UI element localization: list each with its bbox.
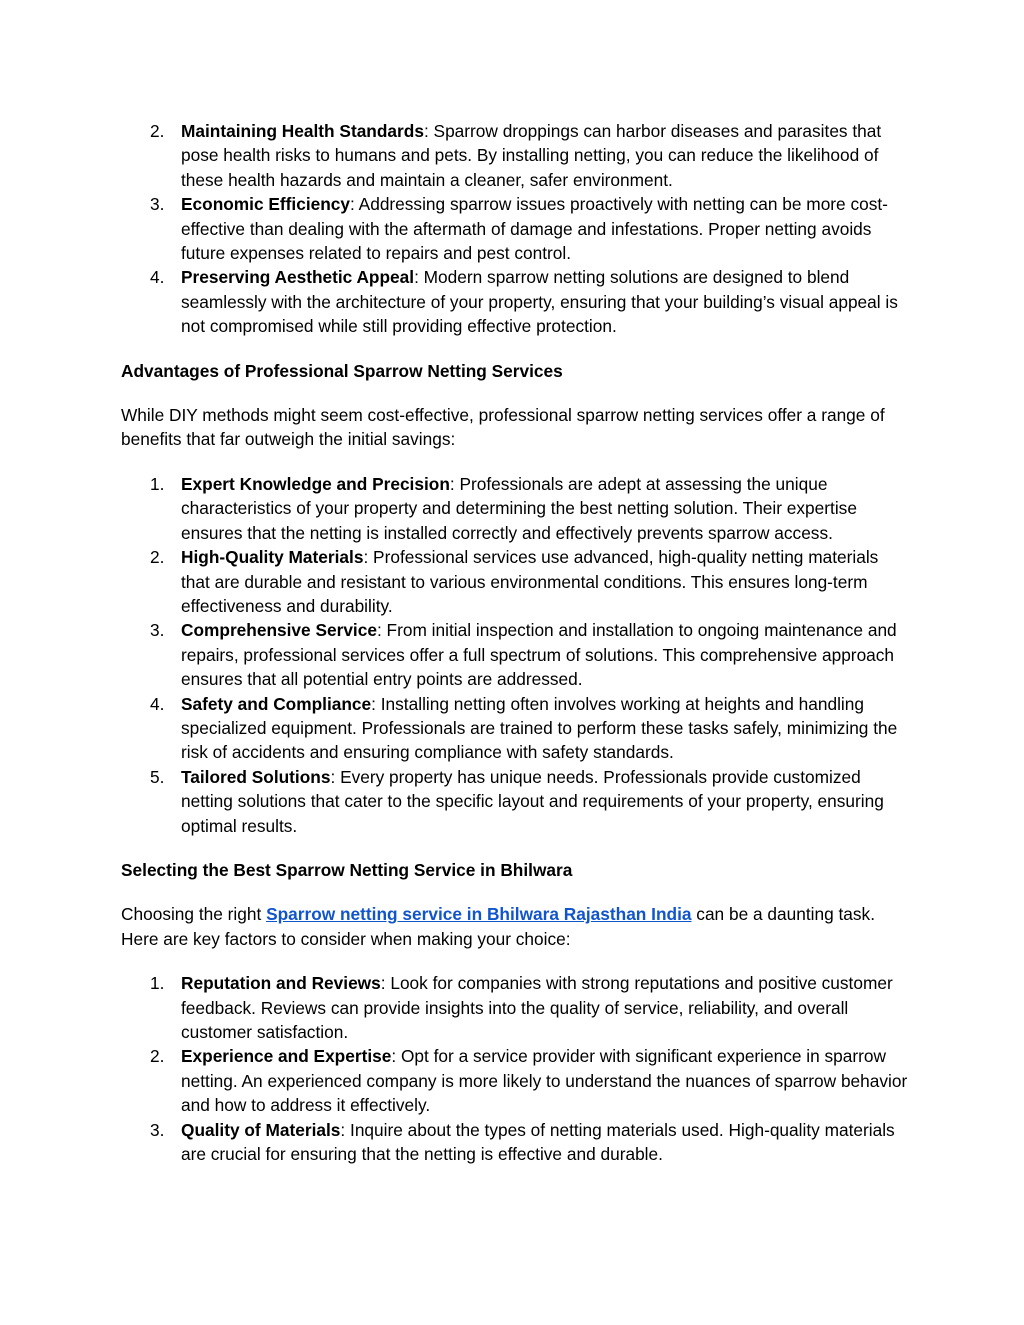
list-item-term: High-Quality Materials [181, 547, 364, 568]
list-item-text: : Every property has unique needs. Professionals provide customized netting solutions that cater to the specific layout and requirements of your property, ensuring optimal results. [181, 766, 884, 836]
list-number: 1. [150, 473, 165, 494]
list-item-text: : Professional services use advanced, high-quality netting materials that are durable and resistant to various environmental conditions. This ensures long-term effectiveness and durability. [181, 547, 879, 616]
list-item [121, 765, 911, 838]
list-item [121, 692, 911, 765]
section-intro-selecting [121, 902, 911, 951]
list-item-text: : From initial inspection and installation to ongoing maintenance and repairs, professional services offer a full spectrum of solutions. This comprehensive approach ensures that all potential entry points are addressed. [181, 620, 897, 690]
list-item [121, 472, 911, 545]
intro-text-after: can be a daunting task. Here are key factors to consider when making your choice: [121, 904, 876, 949]
list-item-term: Safety and Compliance [181, 693, 372, 714]
section-heading-selecting: Selecting the Best Sparrow Netting Service in Bhilwara [121, 859, 573, 880]
list-item-term: Tailored Solutions [181, 766, 331, 787]
list-number: 4. [150, 693, 165, 714]
list-number: 2. [150, 121, 165, 141]
list-item-text: : Modern sparrow netting solutions are designed to blend seamlessly with the architecture of your property, ensuring that your building’s visual appeal is not compromised while still providing effective protection. [181, 267, 898, 337]
list-item-term: Experience and Expertise [181, 1046, 392, 1067]
list-item-term: Maintaining Health Standards [181, 121, 424, 141]
list-item-term: Quality of Materials [181, 1119, 341, 1140]
list-item [121, 119, 911, 192]
selection-factors-list [121, 971, 911, 1166]
list-item [121, 971, 911, 1044]
list-item-text: : Professionals are adept at assessing the unique characteristics of your property and determining the best netting solution. Their expertise ensures that the netting is installed correctly and effectively prevents sparrow access. [181, 473, 857, 543]
list-item [121, 192, 911, 265]
list-item [121, 1044, 911, 1117]
list-item-text: : Inquire about the types of netting materials used. High-quality materials are crucial for ensuring that the netting is effective and durable. [181, 1119, 895, 1165]
list-item-text: : Look for companies with strong reputations and positive customer feedback. Reviews can provide insights into the quality of service, reliability, and overall customer satisfaction. [181, 973, 893, 1042]
list-item-text: : Addressing sparrow issues proactively with netting can be more cost-effective than dealing with the aftermath of damage and infestations. Proper netting avoids future expenses related to repairs and pest control. [181, 194, 888, 264]
list-number: 1. [150, 973, 165, 994]
list-number: 3. [150, 194, 165, 215]
advantages-list [121, 472, 911, 838]
list-item [121, 265, 911, 338]
list-number: 3. [150, 620, 165, 641]
list-item-text: : Sparrow droppings can harbor diseases and parasites that pose health risks to humans and pets. By installing netting, you can reduce the likelihood of these health hazards and maintain a cleaner, safer environment. [181, 121, 882, 190]
list-number: 4. [150, 267, 165, 288]
benefits-list [121, 119, 911, 339]
list-item-term: Economic Efficiency [181, 194, 351, 215]
list-item-term: Preserving Aesthetic Appeal [181, 267, 415, 288]
section-heading-advantages: Advantages of Professional Sparrow Netting Services [121, 360, 563, 381]
list-item-term: Comprehensive Service [181, 620, 377, 641]
list-number: 2. [150, 1046, 165, 1067]
list-item-term: Expert Knowledge and Precision [181, 473, 450, 494]
list-item [121, 618, 911, 691]
intro-text-before: Choosing the right [121, 904, 267, 925]
list-number: 2. [150, 547, 165, 568]
list-item-text: : Opt for a service provider with significant experience in sparrow netting. An experienced company is more likely to understand the nuances of sparrow behavior and how to address it effectively. [181, 1046, 908, 1116]
list-item [121, 1118, 911, 1167]
list-item-term: Reputation and Reviews [181, 973, 381, 994]
list-item-text: : Installing netting often involves working at heights and handling specialized equipment. Professionals are trained to perform these tasks safely, minimizing the risk of accidents and ensuring compliance with safety standards. [181, 693, 898, 763]
list-number: 3. [150, 1119, 165, 1140]
section-intro-advantages: While DIY methods might seem cost-effective, professional sparrow netting services offer a range of benefits that far outweigh the initial savings: [121, 405, 885, 450]
list-number: 5. [150, 766, 165, 787]
sparrow-netting-service-link[interactable]: Sparrow netting service in Bhilwara Rajasthan India [266, 904, 692, 925]
list-item [121, 545, 911, 618]
document-body [121, 119, 911, 1166]
